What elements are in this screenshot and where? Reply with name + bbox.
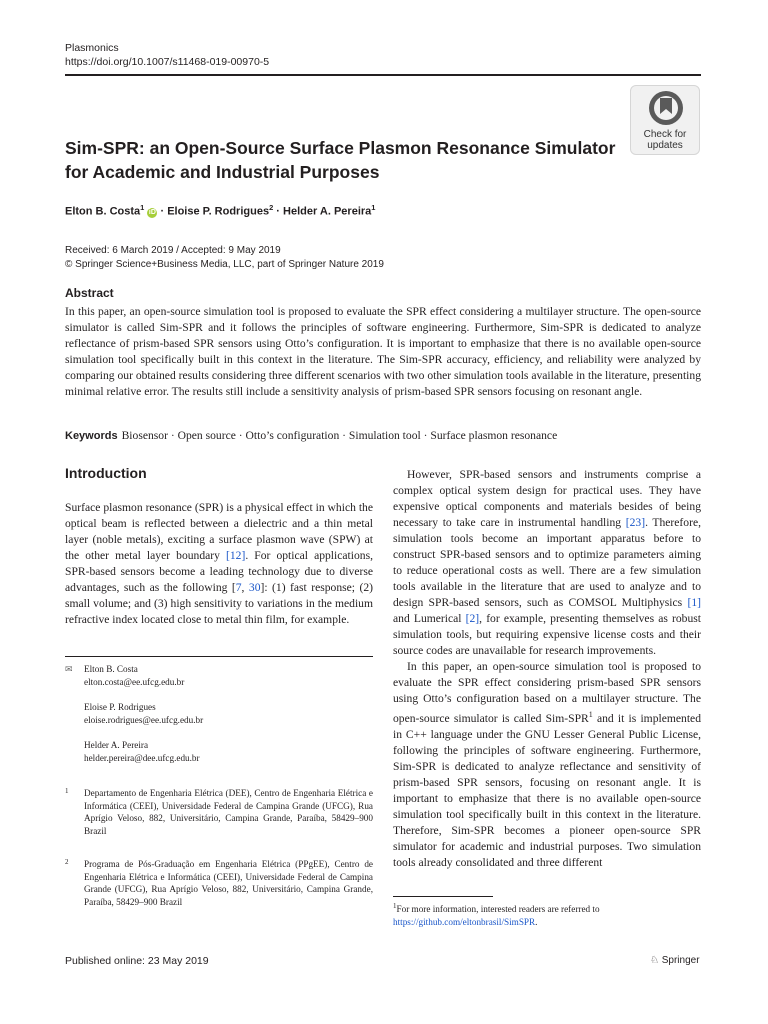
contact-entry — [84, 739, 373, 764]
author-name[interactable]: Eloise P. Rodrigues — [167, 205, 270, 218]
contact-entry — [84, 701, 373, 726]
contact-email[interactable]: eloise.rodrigues@ee.ufcg.edu.br — [84, 714, 204, 725]
citation-link[interactable]: 30 — [248, 581, 261, 594]
author-affiliation: 1 — [140, 203, 145, 212]
citation-link[interactable]: [2] — [465, 612, 480, 625]
intro-paragraph-2: However, SPR-based sensors and instruments comprise a complex optical system design for practical uses. They have expensive optical components and materials besides of being necessary to take care in instrumental handling [23]. Therefore, simulation tools become an important apparatus before to construct SPR-based sensors and to optimize parameters aiming to reduce operational costs as well. There are a few simulation tools available in the literature that are used to analyze and to design SPR-based sensors, such as COMSOL Multiphysics [1] and Lumerical [2], for example, presenting themselves as robust simulation tools, but requiring expensive license costs and their source codes are unavailable for research improvements. — [393, 468, 701, 657]
published-online: Published online: 23 May 2019 — [65, 955, 209, 967]
footnote: $^1$For more information, interested readers are referred to https://github.com/eltonbrasil/SimSPR. — [393, 902, 600, 928]
author-affiliation: 2 — [269, 203, 274, 212]
right-column — [393, 467, 701, 871]
abstract-text: In this paper, an open-source simulation tool is proposed to evaluate the SPR effect considering a multilayer structure. The open-source simulator is called Sim-SPR and it follows the principles of software engineering. Furthermore, Sim-SPR is dedicated to analyze reflectance of prism-based SPR sensors using Otto’s configuration. It is important to emphasize that there is no available open-source simulation tool specifically built in this context in the literature. The Sim-SPR accuracy, efficiency, and reliability were analyzed by comparing our obtained results considering three different scenarios with two other simulation tools available in the literature, presenting minimal relative error. The results still include a sensitivity analysis of prism-based SPR sensors focusing on resonant angle. — [65, 305, 701, 398]
author-contacts — [65, 663, 373, 777]
author-list: Elton B. Costa$^1$ iD · Eloise P. Rodrigues$^2$ · Helder A. Pereira$^1$ — [65, 203, 376, 218]
footnote-rule — [393, 896, 493, 897]
badge-label: Check for updates — [643, 129, 687, 151]
github-link[interactable]: https://github.com/eltonbrasil/SimSPR — [393, 917, 536, 928]
contact-email[interactable]: elton.costa@ee.ufcg.edu.br — [84, 676, 185, 687]
header-rule — [65, 74, 701, 76]
envelope-icon: ✉ — [65, 664, 73, 674]
received-accepted: Received: 6 March 2019 / Accepted: 9 May 2019 — [65, 245, 281, 256]
bookmark-icon — [631, 86, 701, 130]
journal-header — [65, 41, 269, 69]
copyright: © Springer Science+Business Media, LLC, part of Springer Nature 2019 — [65, 258, 384, 270]
affiliation-rule — [65, 656, 373, 657]
contact-name: Elton B. Costa — [84, 664, 138, 674]
citation-link[interactable]: 7 — [235, 581, 242, 594]
footnote-number: 1 — [393, 902, 397, 910]
contact-name: Helder A. Pereira — [84, 740, 149, 750]
citation-link[interactable]: [23] — [625, 516, 646, 529]
keywords — [65, 429, 557, 442]
doi-link[interactable]: https://doi.org/10.1007/s11468-019-00970-5 — [65, 56, 270, 68]
affiliation-1: 1 Departamento de Engenharia Elétrica (DEE), Centro de Engenharia Elétrica e Informática (CEEI), Universidade Federal de Campina Grande (UFCG), Rua Aprígio Veloso, 882, Universitário, Campina Grande, Paraíba, 58429–900 Brazil — [65, 787, 373, 836]
check-for-updates-badge[interactable] — [630, 85, 700, 155]
paper-title: Sim-SPR: an Open-Source Surface Plasmon Resonance Simulator for Academic and Industrial Purposes — [65, 138, 616, 182]
author-name[interactable]: Helder A. Pereira — [283, 205, 372, 218]
journal-name: Plasmonics — [65, 42, 119, 54]
contact-name: Eloise P. Rodrigues — [84, 702, 156, 712]
citation-link[interactable]: [12] — [226, 549, 246, 562]
keywords-label: Keywords — [65, 430, 118, 442]
intro-paragraph-3: In this paper, an open-source simulation tool is proposed to evaluate the SPR effect considering prism-based SPR sensors using Otto’s configuration based on a multilayer structure. The open-source simulator is called Sim-SPR$^1$ and it is implemented in C++ language under the GNU Lesser General Public License, following the principles of software engineering. Furthermore, Sim-SPR is dedicated to analyze reflectance and sensitivity of prism-based SPR sensors, focusing on resonant angle. It is important to emphasize that there is no available open-source simulation tool specifically built in this context in the literature. Therefore, Sim-SPR becomes a pioneer open-source SPR simulator for academic and industrial purposes. Two simulation tools already consolidated and three different — [393, 660, 701, 869]
introduction-heading: Introduction — [65, 465, 147, 481]
footnote-marker[interactable]: 1 — [588, 710, 593, 719]
contact-email[interactable]: helder.pereira@dee.ufcg.edu.br — [84, 752, 200, 763]
publisher-logo — [650, 955, 700, 966]
contact-entry — [84, 663, 373, 688]
abstract-heading: Abstract — [65, 286, 114, 300]
orcid-icon[interactable]: iD — [148, 208, 156, 216]
author-name[interactable]: Elton B. Costa — [65, 205, 141, 218]
publication-dates — [65, 244, 384, 271]
springer-horse-icon: ♘ — [650, 955, 659, 966]
citation-link[interactable]: [1] — [687, 596, 701, 609]
keywords-list: Biosensor · Open source · Otto’s configuration · Simulation tool · Surface plasmon resonance — [121, 429, 558, 442]
affiliation-2: 2 Programa de Pós-Graduação em Engenharia Elétrica (PPgEE), Centro de Engenharia Elétrica e Informática (CEEI), Universidade Federal de Campina Grande (UFCG), Rua Aprígio Veloso, 882, Universitário, Campina Grande, Paraíba, 58429–900 Brazil — [65, 858, 373, 907]
intro-paragraph-1: Surface plasmon resonance (SPR) is a physical effect in which the optical beam is reflected between a dielectric and a thin metal layer (noble metals), exciting a surface plasmon wave (SPW) at the other metal layer boundary [12]. For optical applications, SPR-based sensors become a leading technology due to diverse advantages, such as the following [7, 30]: (1) fast response; (2) small volume; and (3) high sensitivity to variations in the medium refractive index located close to metal thin film, for example. — [65, 501, 373, 626]
publisher-name: Springer — [661, 955, 700, 966]
author-affiliation: 1 — [371, 203, 376, 212]
